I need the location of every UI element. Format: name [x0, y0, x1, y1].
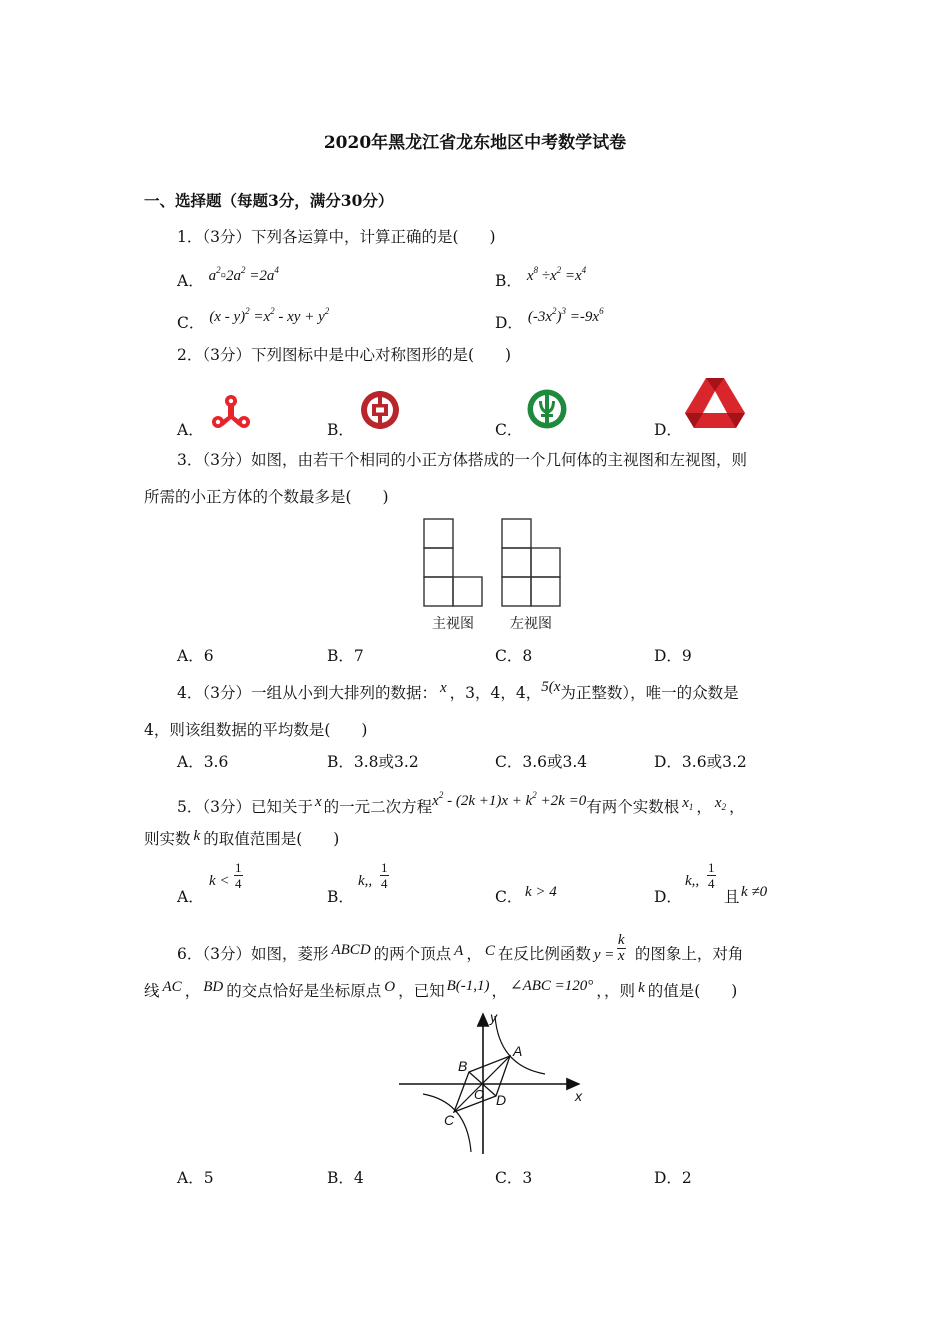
question-5-text: 的取值范围是( ): [203, 830, 340, 848]
question-4-text: ，3，4，4，: [449, 684, 542, 702]
question-4-option-a: A．3.6: [177, 753, 229, 771]
question-3-line-2: 所需的小正方体的个数最多是( ): [144, 488, 389, 506]
question-2-option-b: B．: [327, 421, 354, 439]
question-3-option-b: B．7: [327, 647, 364, 665]
question-1-option-a: A． $a^2▫2a^2 =2a^4$: [177, 265, 279, 290]
question-3-option-a: A．6: [177, 647, 214, 665]
question-6-text: 的两个顶点: [373, 945, 452, 963]
question-2-option-c: C．: [495, 421, 523, 439]
question-2-stem: 2．（3分）下列图标中是中心对称图形的是( ): [177, 346, 512, 364]
question-4-option-c: C．3.6或3.4: [495, 753, 588, 771]
question-5-text: 则实数: [144, 830, 191, 848]
front-view-label: 主视图: [432, 615, 474, 631]
question-6-text: 的图象上，对角: [634, 945, 744, 963]
logo-a-icon: [209, 392, 253, 432]
origin-label: O: [474, 1087, 485, 1102]
option-label: A．: [177, 888, 204, 906]
question-5-line-1: 5．（3分）已知关于 x 的一元二次方程$x^2 - (2k +1)x + k^2 +2k =0$有两个实数根 $x_1$ ， $x_2$ ，: [177, 790, 745, 816]
question-6-text: 6．（3分）如图，菱形: [177, 945, 329, 963]
point-b-label: B: [458, 1058, 468, 1074]
question-6-option-c: C．3: [495, 1169, 533, 1187]
question-1-option-d: D． $(-3x^2)^3 =-9x^6$: [495, 306, 604, 332]
question-1-option-c: C． $(x - y)^2 =x^2$ - xy + $y^2$: [177, 306, 330, 332]
option-label: C．: [177, 314, 205, 332]
question-6-line-1: 6．（3分）如图，菱形 ABCD 的两个顶点 A ， C 在反比例函数 y = $\frac{k}{x}$ 的图象上，对角: [177, 932, 744, 964]
question-4-option-b: B．3.8或3.2: [327, 753, 419, 771]
point-a-label: A: [513, 1043, 523, 1059]
question-4-option-d: D．3.6或3.2: [654, 753, 747, 771]
question-5-line-2: 则实数 k 的取值范围是( ): [144, 828, 340, 848]
option-label: B．: [495, 272, 522, 290]
y-axis-label: y: [490, 1009, 497, 1025]
x-axis-label: x: [575, 1088, 582, 1104]
question-2-option-d: D．: [654, 421, 682, 439]
option-label: D．: [654, 888, 682, 906]
question-5-text: 5．（3分）已知关于: [177, 798, 313, 816]
question-6-text: 线: [144, 982, 160, 1000]
question-5-text: 的一元二次方程: [323, 798, 433, 816]
logo-d-icon: [684, 377, 746, 429]
option-label: D．: [495, 314, 523, 332]
question-3-line-1: 3．（3分）如图，由若干个相同的小正方体搭成的一个几何体的主视图和左视图，则: [177, 451, 747, 469]
left-view: [502, 519, 560, 606]
left-view-label: 左视图: [510, 615, 552, 631]
question-5-option-c: C． k > 4: [495, 884, 557, 906]
rhombus-coordinate-figure: [395, 1008, 595, 1156]
three-view-figure: [420, 515, 570, 635]
section-heading: 一、选择题（每题3分，满分30分）: [144, 191, 394, 210]
point-d-label: D: [496, 1092, 507, 1108]
question-5-option-b: B． k,, $\frac{1}{4}$: [327, 860, 388, 906]
question-5-option-d: D． k,, $\frac{1}{4}$ 且 k ≠0: [654, 860, 768, 906]
question-1-option-b: B． $x^8 \div x^2 =x^4$: [495, 265, 587, 290]
question-6-text: 在反比例函数: [497, 945, 591, 963]
question-1-stem: 1．（3分）下列各运算中，计算正确的是( ): [177, 228, 496, 246]
option-label: C．: [495, 888, 523, 906]
question-6-text: 的交点恰好是坐标原点: [226, 982, 382, 1000]
question-3-option-c: C．8: [495, 647, 533, 665]
question-4-line-2: 4，则该组数据的平均数是( ): [144, 721, 368, 739]
question-6-text: ，已知: [398, 982, 445, 1000]
option-label: A．: [177, 272, 204, 290]
logo-c-icon: [526, 388, 568, 430]
question-6-line-2: 线 AC ， BD 的交点恰好是坐标原点 O ，已知 B(-1,1) ， ∠ABC =120° ，，则 k 的值是( ): [144, 978, 738, 1000]
question-2-option-a: A．: [177, 421, 204, 439]
option-label: B．: [327, 888, 354, 906]
question-6-option-a: A．5: [177, 1169, 214, 1187]
logo-b-icon: [359, 389, 401, 431]
question-6-text: 的值是( ): [647, 982, 738, 1000]
page-title: 2020年黑龙江省龙东地区中考数学试卷: [323, 133, 627, 153]
front-view: [424, 519, 482, 606]
question-3-option-d: D．9: [654, 647, 692, 665]
question-6-option-b: B．4: [327, 1169, 364, 1187]
question-5-text: 有两个实数根: [586, 798, 680, 816]
question-5-option-a: A． k < $\frac{1}{4}$: [177, 860, 242, 906]
question-6-text: ，则: [604, 982, 636, 1000]
question-4-text: 4．（3分）一组从小到大排列的数据：: [177, 684, 437, 702]
question-4-text: 为正整数），唯一的众数是: [560, 684, 739, 702]
option-extra: 且: [724, 888, 740, 906]
question-4-line-1: 4．（3分）一组从小到大排列的数据： x ，3，4，4，5(x为正整数），唯一的众数是: [177, 679, 739, 702]
question-6-option-d: D．2: [654, 1169, 692, 1187]
point-c-label: C: [444, 1112, 455, 1128]
